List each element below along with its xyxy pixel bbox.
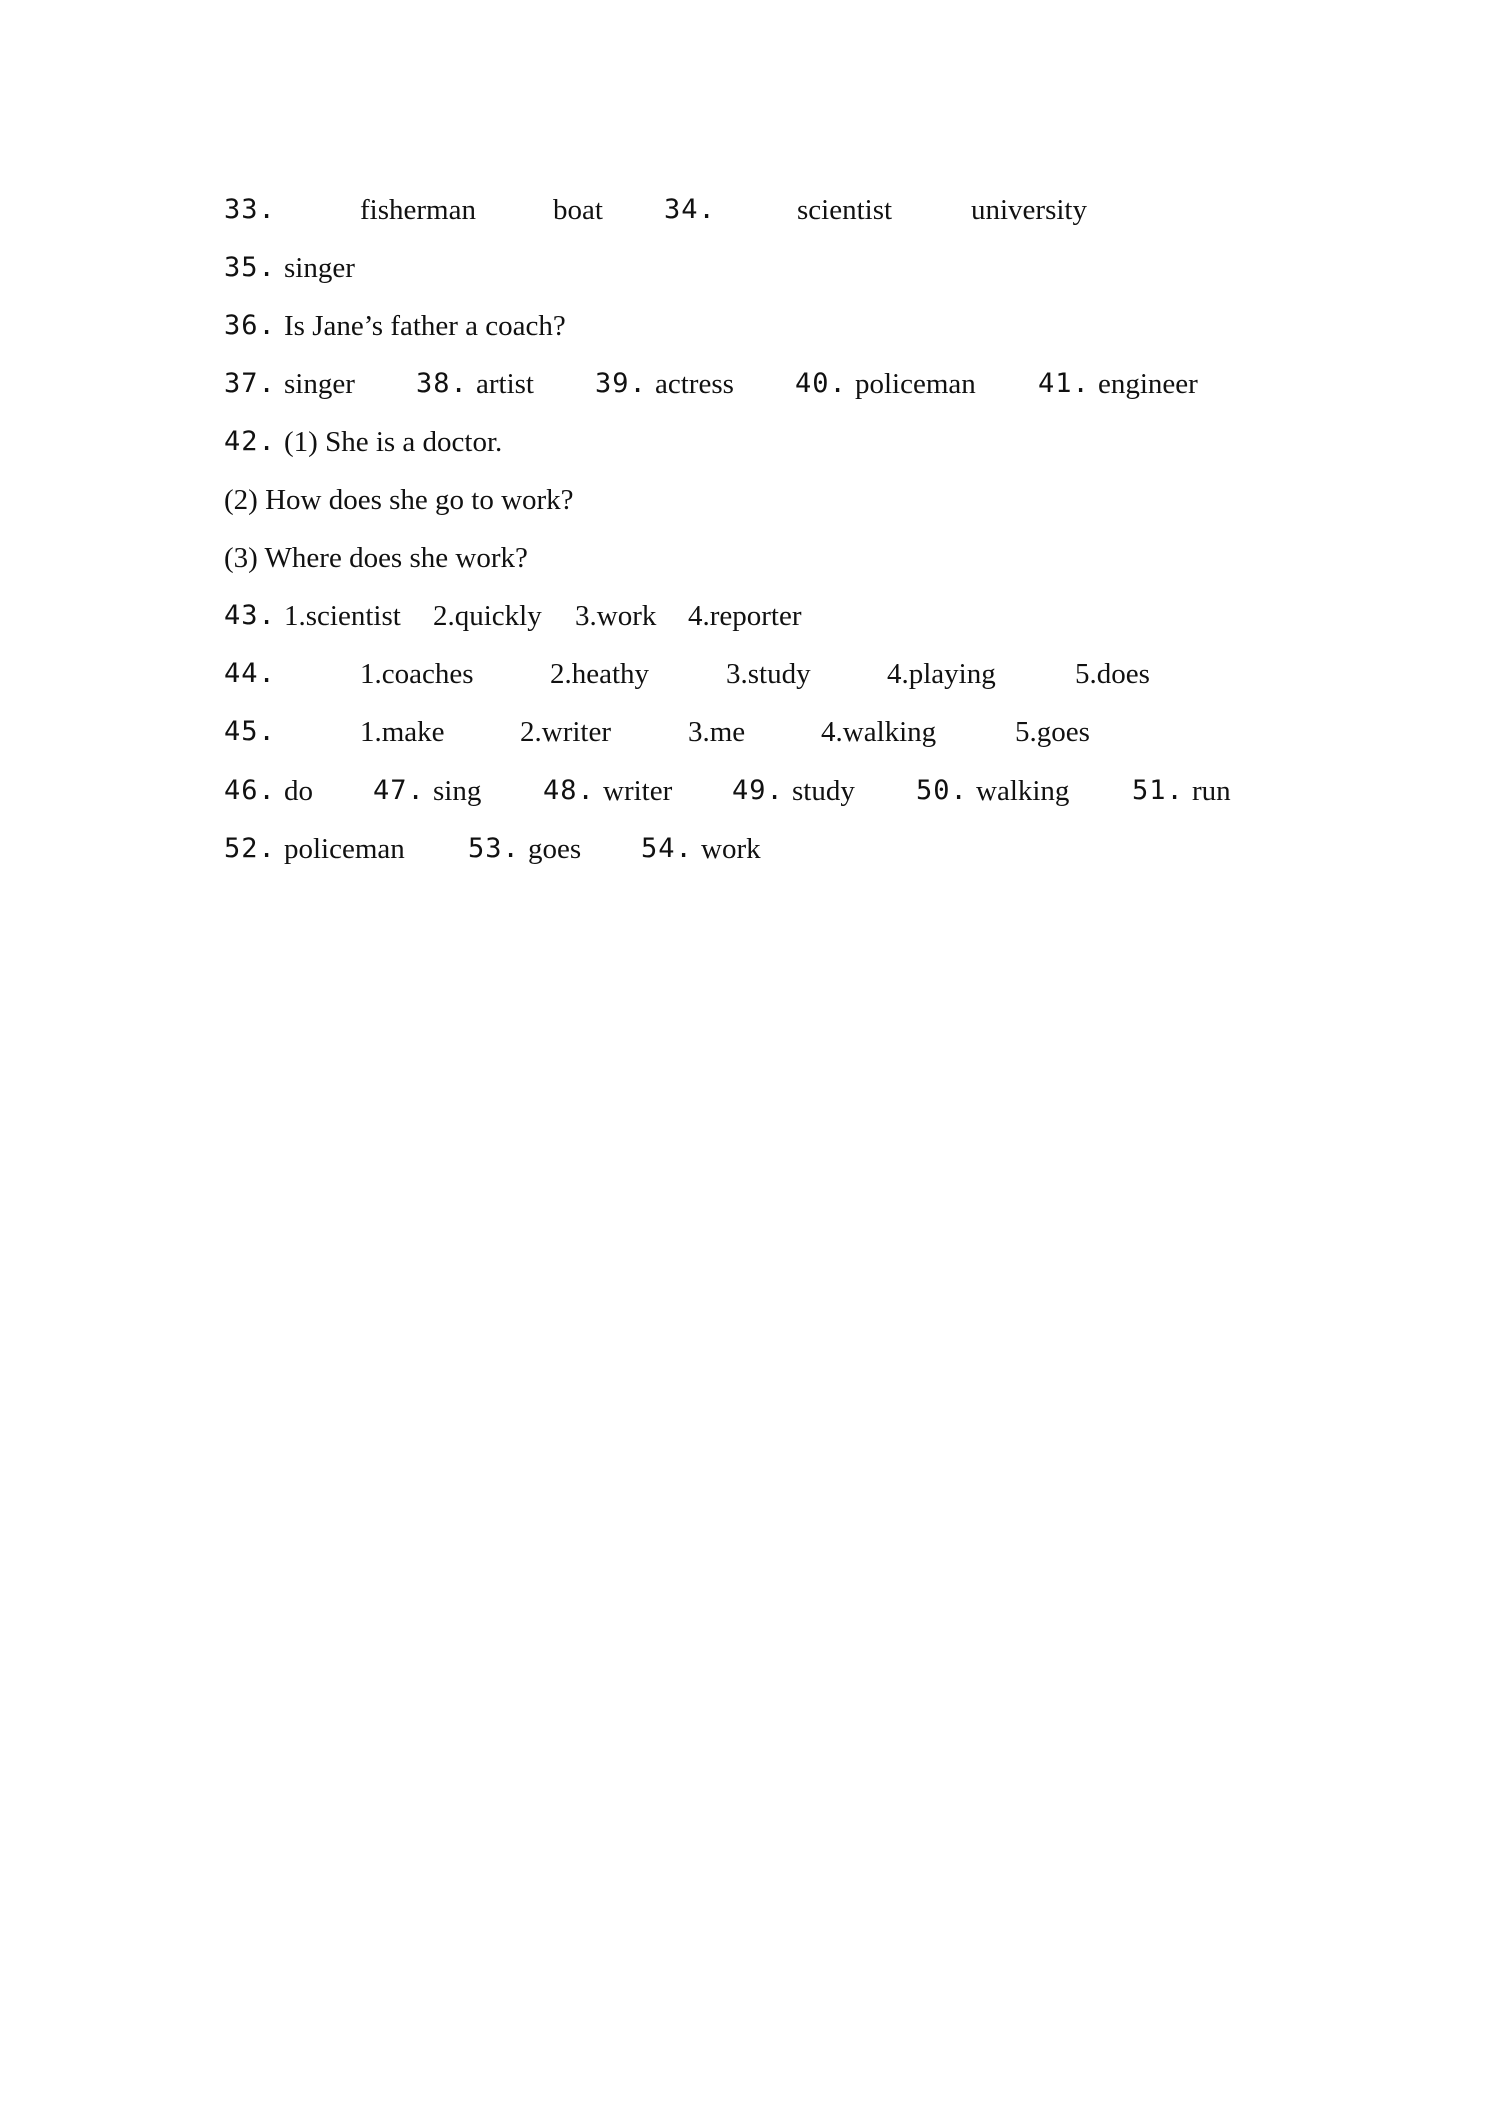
answer-42-part-3: (3) Where does she work? (224, 542, 528, 574)
answer-37: singer (284, 368, 355, 400)
question-number-34: 34. (664, 194, 716, 225)
question-number-42: 42. (224, 426, 276, 457)
answer-46: do (284, 775, 313, 807)
answer-52: policeman (284, 833, 405, 865)
answer-48: writer (603, 775, 673, 807)
question-number-35: 35. (224, 252, 276, 283)
answer-45-item-3: 3.me (688, 716, 746, 748)
question-number-48: 48. (543, 775, 595, 806)
answer-44-item-2: 2.heathy (550, 658, 650, 690)
answer-39: actress (655, 368, 734, 400)
answer-44-item-4: 4.playing (887, 658, 996, 690)
question-number-51: 51. (1132, 775, 1184, 806)
answer-34-word-1: scientist (797, 194, 893, 226)
answer-43-item-3: 3.work (575, 600, 657, 632)
question-number-53: 53. (468, 833, 520, 864)
question-number-46: 46. (224, 775, 276, 806)
question-number-40: 40. (795, 368, 847, 399)
question-number-45: 45. (224, 716, 276, 747)
question-number-44: 44. (224, 658, 276, 689)
answer-45-item-5: 5.goes (1015, 716, 1090, 748)
answer-36: Is Jane’s father a coach? (284, 310, 566, 342)
answer-34-word-2: university (971, 194, 1087, 226)
question-number-49: 49. (732, 775, 784, 806)
answer-42-part-1: (1) She is a doctor. (284, 426, 503, 458)
answer-33-word-1: fisherman (360, 194, 476, 226)
answer-44-item-5: 5.does (1075, 658, 1150, 690)
question-number-47: 47. (373, 775, 425, 806)
answer-41: engineer (1098, 368, 1198, 400)
answer-47: sing (433, 775, 482, 807)
answer-54: work (701, 833, 761, 865)
answer-45-item-4: 4.walking (821, 716, 937, 748)
answer-43-item-4: 4.reporter (688, 600, 802, 632)
question-number-41: 41. (1038, 368, 1090, 399)
answer-40: policeman (855, 368, 976, 400)
answer-45-item-2: 2.writer (520, 716, 611, 748)
question-number-39: 39. (595, 368, 647, 399)
answer-51: run (1192, 775, 1231, 807)
answer-45-item-1: 1.make (360, 716, 445, 748)
question-number-37: 37. (224, 368, 276, 399)
answer-38: artist (476, 368, 534, 400)
question-number-52: 52. (224, 833, 276, 864)
question-number-38: 38. (416, 368, 468, 399)
answer-50: walking (976, 775, 1070, 807)
answer-49: study (792, 775, 855, 807)
question-number-54: 54. (641, 833, 693, 864)
answer-43-item-2: 2.quickly (433, 600, 542, 632)
question-number-36: 36. (224, 310, 276, 341)
question-number-50: 50. (916, 775, 968, 806)
answer-33-word-2: boat (553, 194, 603, 226)
answer-35: singer (284, 252, 355, 284)
answer-42-part-2: (2) How does she go to work? (224, 484, 574, 516)
answer-43-item-1: 1.scientist (284, 600, 401, 632)
question-number-43: 43. (224, 600, 276, 631)
answer-53: goes (528, 833, 582, 865)
question-number-33: 33. (224, 194, 276, 225)
answer-44-item-1: 1.coaches (360, 658, 474, 690)
answer-44-item-3: 3.study (726, 658, 811, 690)
